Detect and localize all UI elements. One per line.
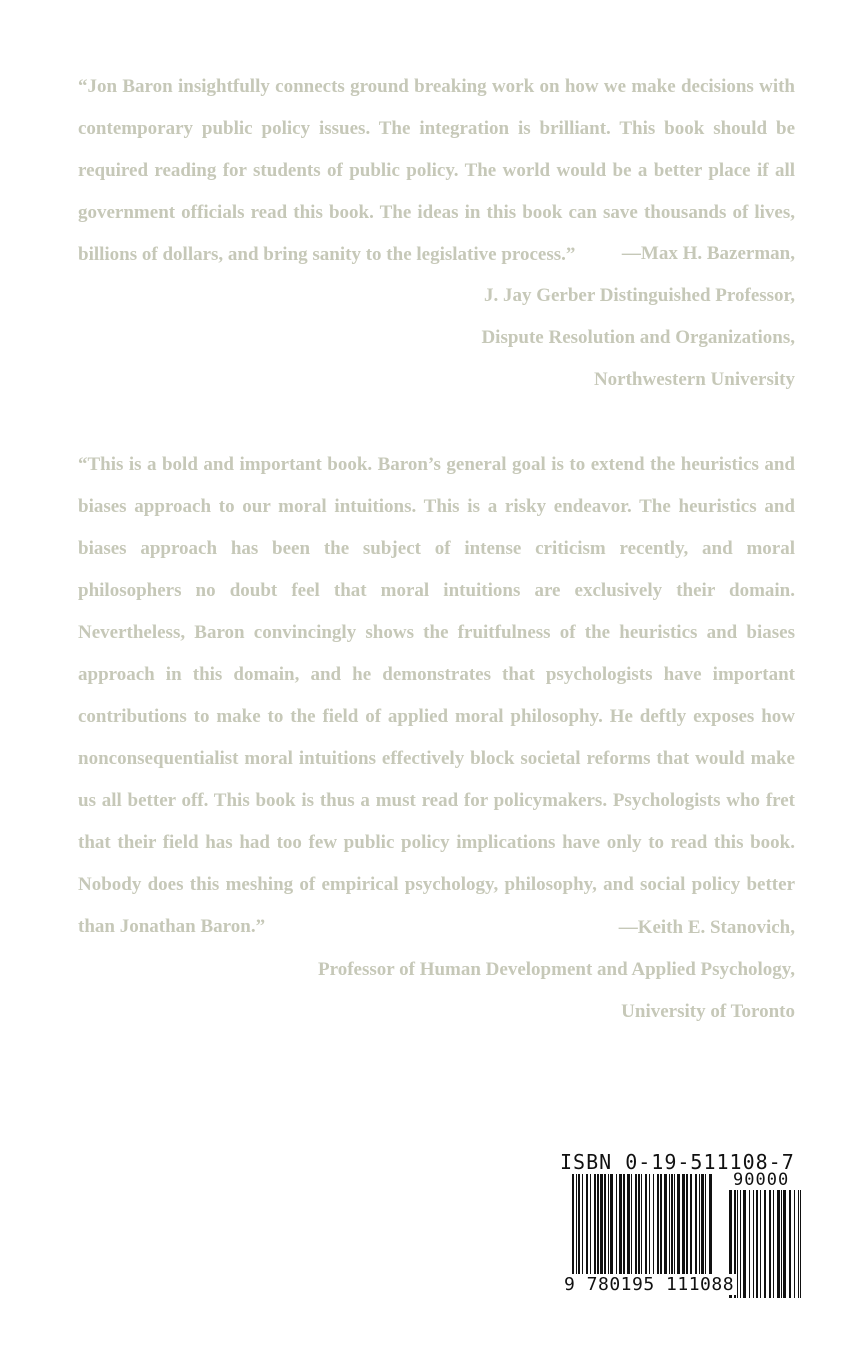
- attribution-title-bazerman: J. Jay Gerber Distinguished Professor,: [483, 285, 795, 306]
- barcode-bar: [789, 1190, 791, 1298]
- attribution-author-bazerman: —Max H. Bazerman,: [621, 243, 795, 264]
- addon-number: 90000: [733, 1170, 790, 1190]
- barcode-bar: [769, 1190, 771, 1298]
- ean-number: 9 780195 111088: [564, 1274, 735, 1295]
- quote-max-bazerman: “Jon Baron insightfully connects ground breaking work on how we make decisions with contemporary public policy issues. The integration is brilliant. This book should be required reading for students of public policy. The world would be a better place if all government officials read this book. The ideas in this book can save thousands of lives, billions of dollars, and bring sanity to the legislative process.”: [78, 76, 795, 265]
- barcode-bar: [753, 1190, 754, 1298]
- barcode-bar: [756, 1190, 758, 1298]
- barcode-bar: [800, 1190, 801, 1298]
- barcode-bar: [783, 1190, 786, 1298]
- barcode-bar: [743, 1190, 746, 1298]
- barcode-bar: [749, 1190, 750, 1298]
- barcode-bar: [794, 1190, 795, 1298]
- barcode-bar: [760, 1190, 761, 1298]
- attribution-title-stanovich: Professor of Human Development and Applied Psychology,: [318, 959, 795, 980]
- barcode-bar: [764, 1190, 766, 1298]
- attribution-dept-bazerman: Dispute Resolution and Organizations,: [481, 327, 795, 348]
- quote-keith-stanovich: “This is a bold and important book. Baron’s general goal is to extend the heuristics and biases approach to our moral intuitions. This is a risky endeavor. The heuristics and biases approach has been the subject of intense criticism recently, and moral philosophers no doubt feel that moral intuitions are exclusively their domain. Nevertheless, Baron convincingly shows the fruitfulness of the heuristics and biases approach in this domain, and he demonstrates that psychologists have important contributions to make to the field of applied moral philosophy. He deftly exposes how nonconsequentialist moral intuitions effectively block societal reforms that would make us all better off. This book is thus a must read for policymakers. Psychologists who fret that their field has had too few public policy implications have only to read this book. Nobody does this meshing of empirical psychology, philosophy, and social policy better than Jonathan Baron.”: [78, 454, 795, 937]
- isbn-label: ISBN 0-19-511108-7: [560, 1150, 795, 1174]
- attribution-institution-stanovich: University of Toronto: [621, 1001, 795, 1022]
- barcode-bar: [798, 1190, 799, 1298]
- barcode-bar: [777, 1190, 780, 1298]
- barcode-bar: [773, 1190, 774, 1298]
- attribution-author-stanovich: —Keith E. Stanovich,: [618, 917, 795, 938]
- barcode-bar: [740, 1190, 741, 1298]
- attribution-institution-bazerman: Northwestern University: [593, 369, 795, 390]
- addon-bars: [729, 1190, 801, 1298]
- barcode-bar: [737, 1190, 738, 1298]
- barcode-bar: [781, 1190, 782, 1298]
